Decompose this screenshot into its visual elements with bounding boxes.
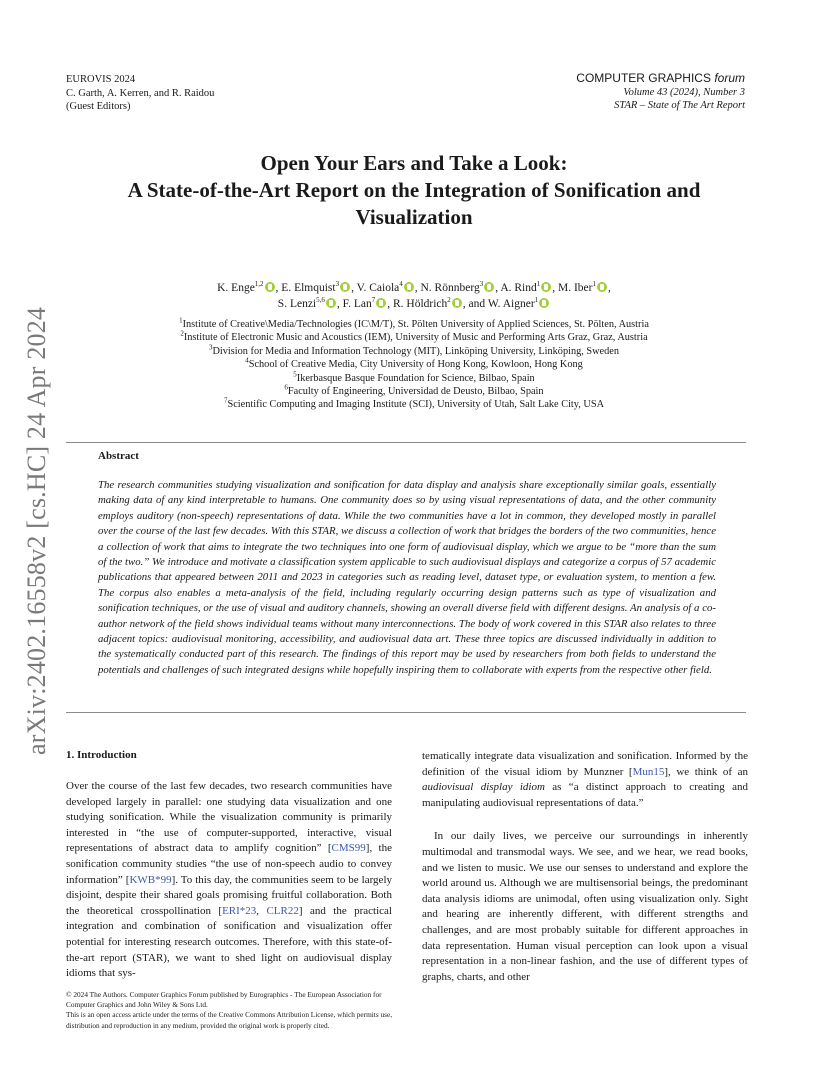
orcid-icon[interactable]	[484, 282, 494, 292]
guest-editors: C. Garth, A. Kerren, and R. Raidou	[66, 87, 215, 99]
affiliation-text: Institute of Electronic Music and Acoustics (IEM), University of Music and Performing Arts Graz, Graz, Austria	[183, 332, 648, 344]
journal-name	[576, 72, 745, 86]
orcid-icon[interactable]	[541, 282, 551, 292]
intro-paragraph-1-continued	[422, 749, 748, 811]
affiliation-text: Scientific Computing and Imaging Institute (SCI), University of Utah, Salt Lake City, USA	[227, 399, 605, 411]
author-name: A. Rind	[500, 282, 537, 294]
citation-link[interactable]: KWB*99	[129, 873, 172, 886]
affiliation-number: 7	[223, 397, 228, 406]
author-affil: 1	[534, 295, 539, 304]
text-run: Over the course of the last few decades, two research communities have developed largely in parallel: one studying data visualization and one studying sonification. While the visualization community is primarily interested in “the use of computer-supported, interactive, visual representations of abstract data to amplify cognition” [	[66, 780, 392, 855]
license-line: This is an open access article under the terms of the Creative Commons Attribution License, which permits use, distribution and reproduction in any medium, provided the original work is properly cited.	[66, 1010, 393, 1030]
affiliation-text: Ikerbasque Basque Foundation for Science, Bilbao, Spain	[296, 372, 535, 384]
author-name: V. Caiola	[356, 282, 400, 294]
author-affil: 2	[447, 295, 451, 304]
affiliation	[60, 345, 768, 358]
affiliation	[60, 358, 768, 371]
affiliation	[60, 385, 768, 398]
intro-paragraph-2: In our daily lives, we perceive our surroundings in inherently multimodal and transmodal ways. We see, and we hear, we read books, and we listen to music. We use our senses to understand and explore the world around us. Although we are multisensorial beings, the predominant data analysis idioms are unimodal, often using visualization only. Sight and hearing are inherently different, with different strengths and challenges, and are most probably suitable for different approaches in data representation. Human visual perception can look upon a visual representation in a non-linear fashion, and the use of different types of graphs, charts, and other	[422, 830, 748, 983]
citation-link[interactable]: CMS99	[331, 842, 366, 855]
text-run: ], the sonification community studies “the use of non-speech audio to convey information” [	[66, 842, 392, 886]
paper-title	[60, 150, 768, 231]
affiliation	[60, 398, 768, 411]
header-right	[576, 72, 745, 113]
orcid-icon[interactable]	[265, 282, 275, 292]
abstract-heading: Abstract	[98, 450, 139, 462]
author-name: F. Lan	[342, 297, 372, 310]
header-left	[66, 73, 214, 114]
author-line-1: K. Enge$^{1,2}$ , E. Elmquist$^3$ , V. Caiola$^4$ , N. Rönnberg$^3$ , A. Rind$^1$ , M. Iber$^1$ ,	[217, 280, 611, 294]
text-run: ,	[256, 904, 267, 917]
affiliation-text: Institute of Creative\Media/Technologies (IC\M/T), St. Pölten University of Applied Sciences, St. Pölten, Austria	[182, 319, 649, 330]
text-run: tematically integrate data visualization and sonification. Informed by the definition of the visual idiom by Munzner [	[422, 750, 748, 778]
citation-link[interactable]: ERI*23	[222, 904, 257, 917]
section-heading-introduction: 1. Introduction	[66, 749, 137, 761]
journal-volume: Volume 43 (2024), Number 3	[623, 86, 745, 98]
orcid-icon[interactable]	[340, 282, 350, 292]
affiliation-text: Faculty of Engineering, Universidad de Deusto, Bilbao, Spain	[287, 386, 544, 398]
abstract-body: The research communities studying visualization and sonification for data display and analysis share exceptionally similar goals, essentially making data of any kind interpretable to humans. One community does so by using visual representations of data, and the other community employs auditory (non-speech) representations of data. While the two communities have a lot in common, they developed mostly in parallel over the course of the last few decades. With this STAR, we discuss a collection of work that bridges the borders of the two communities, hence a collection of work that aims to integrate the two techniques into one form of audiovisual display, which we argue to be “more than the sum of the two.” We introduce and motivate a classification system applicable to such audiovisual displays and categorize a corpus of 57 academic publications that appeared between 2011 and 2023 in categories such as reading level, dataset type, or evaluation system, to mention a few. The corpus also enables a meta-analysis of the field, including regularly occurring design patterns such as type of visualization and sonification techniques, or the use of visual and auditory channels, showing an overall diverse field with different designs. An analysis of a co-author network of the field shows individual teams without many interconnections. The body of work covered in this STAR also relates to three adjacent topics: audiovisual monitoring, accessibility, and audiovisual data art. These three topics are discussed individually in addition to the systematically conducted part of this research. The findings of this report may be used by researchers from both fields to understand the potentials and challenges of such integrated designs while hopefully inspiring them to collaborate with experts from the respective other field.	[98, 479, 716, 676]
text-run: ] and the practical integration and combination of sonification and visualization offer potential for interesting research outcomes. Therefore, with this state-of-the-art report (STAR), we want to shed light on audiovisual display idioms that sys-	[66, 904, 392, 980]
orcid-icon[interactable]	[597, 282, 607, 292]
affiliation-list	[60, 318, 768, 412]
left-column	[66, 779, 392, 982]
report-type: STAR – State of The Art Report	[614, 100, 745, 111]
author-line-2: S. Lenzi$^{5,6}$ , F. Lan$^7$ , R. Höldrich$^2$ , and W. Aigner$^1$	[100, 297, 728, 313]
affiliation-number: 1	[179, 316, 183, 325]
emphasis-text: audiovisual display idiom	[422, 781, 545, 794]
copyright-line: © 2024 The Authors. Computer Graphics Forum published by Eurographics - The European Association for Computer Graphics and John Wiley & Sons Ltd.	[66, 990, 382, 1010]
citation-link[interactable]: Mun15	[632, 765, 665, 778]
author-affil: 1	[592, 280, 596, 289]
title-line-3: Visualization	[355, 205, 473, 229]
orcid-icon[interactable]	[376, 298, 386, 308]
arxiv-stamp: arXiv:2402.16558v2 [cs.HC] 24 Apr 2024	[22, 306, 51, 755]
affiliation-text: Division for Media and Information Technology (MIT), Linköping University, Linköping, Sweden	[212, 345, 619, 357]
affiliation-number: 2	[180, 329, 184, 338]
author-list	[100, 281, 728, 312]
author-affil: 3	[479, 280, 484, 289]
author-name: K. Enge	[217, 282, 255, 294]
affiliation	[60, 372, 768, 385]
author-name: R. Höldrich	[392, 297, 448, 310]
text-run: ], we think of an	[664, 765, 748, 778]
title-line-2: A State-of-the-Art Report on the Integration of Sonification and	[127, 178, 701, 202]
affiliation-number: 4	[245, 356, 249, 365]
author-affil: 7	[371, 295, 376, 304]
abstract-top-rule	[66, 442, 746, 443]
author-name: W. Aigner	[487, 297, 535, 310]
author-affil: 5,6	[316, 295, 325, 304]
right-column	[422, 749, 748, 985]
orcid-icon[interactable]	[452, 298, 462, 308]
affiliation-number: 3	[208, 343, 213, 352]
copyright-footnote	[66, 990, 396, 1031]
text-run: as “a distinct approach to creating and manipulating audiovisual representations of data.”	[422, 781, 748, 809]
affiliation	[60, 331, 768, 344]
abstract-bottom-rule	[66, 712, 746, 713]
venue: EUROVIS 2024	[66, 74, 136, 85]
author-affil: 3	[335, 280, 340, 289]
orcid-icon[interactable]	[326, 298, 336, 308]
affiliation	[60, 318, 768, 331]
author-affil: 1,2	[254, 280, 264, 289]
text-run: ]. To this day, the communities seem to be largely disjoint, despite their shared goals promising fruitful collaboration. Both the theoretical crosspollination [	[66, 873, 392, 917]
editor-role: (Guest Editors)	[66, 101, 131, 112]
affiliation-text: School of Creative Media, City University of Hong Kong, Kowloon, Hong Kong	[248, 359, 583, 371]
author-joiner: and	[468, 297, 486, 310]
author-name: E. Elmquist	[281, 282, 336, 294]
journal-prefix: COMPUTER GRAPHICS	[576, 71, 711, 85]
author-name: M. Iber	[558, 282, 593, 294]
title-line-1: Open Your Ears and Take a Look:	[260, 151, 568, 175]
orcid-icon[interactable]	[539, 298, 549, 308]
intro-paragraph-1	[66, 779, 392, 982]
citation-link[interactable]: CLR22	[266, 904, 299, 917]
journal-suffix: forum	[714, 71, 745, 85]
orcid-icon[interactable]	[404, 282, 414, 292]
author-affil: 1	[536, 280, 541, 289]
author-name: N. Rönnberg	[420, 282, 480, 294]
author-name: S. Lenzi	[277, 297, 317, 310]
affiliation-number: 5	[293, 370, 297, 379]
affiliation-number: 6	[284, 383, 288, 392]
author-affil: 4	[399, 280, 403, 289]
